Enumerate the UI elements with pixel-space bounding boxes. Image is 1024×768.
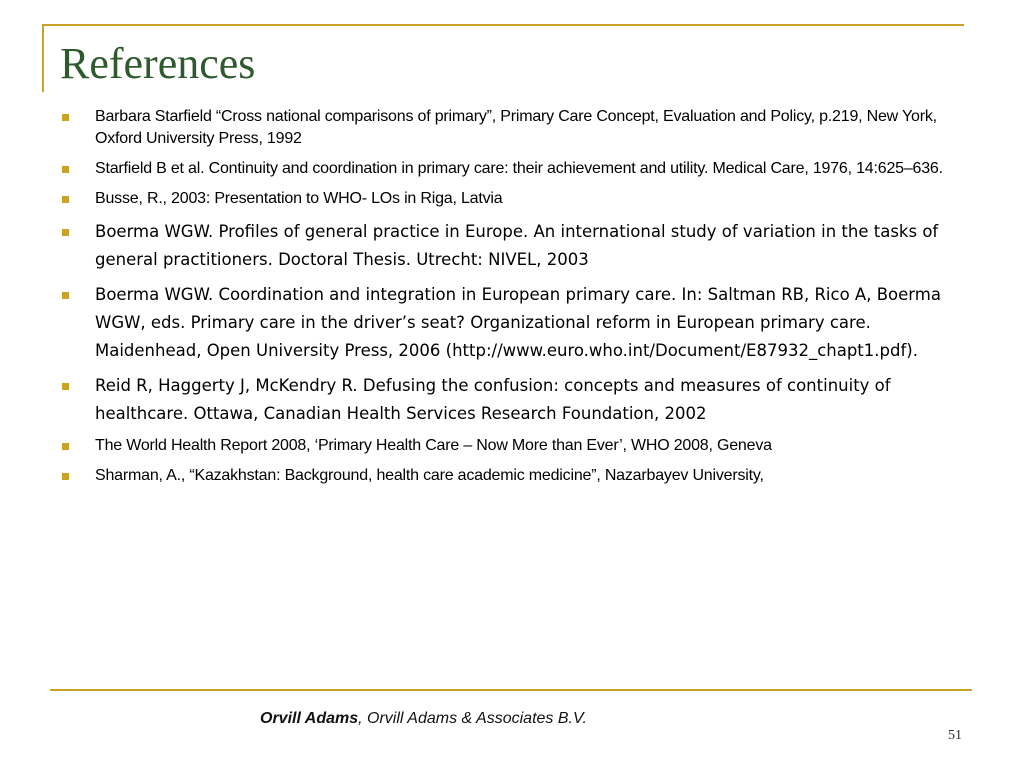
footer-author: Orvill Adams xyxy=(260,710,359,727)
reference-item: Boerma WGW. Profiles of general practice in Europe. An international study of variation in the tasks of general practitioners. Doctoral Thesis. Utrecht: NIVEL, 2003 xyxy=(58,218,968,274)
reference-item: Starfield B et al. Continuity and coordination in primary care: their achievement and utility. Medical Care, 1976, 14:625–636. xyxy=(58,158,968,180)
reference-item: Busse, R., 2003: Presentation to WHO- LOs in Riga, Latvia xyxy=(58,188,968,210)
reference-item: The World Health Report 2008, ‘Primary Health Care – Now More than Ever’, WHO 2008, Geneva xyxy=(58,435,968,457)
page-title: References xyxy=(60,39,256,88)
reference-item: Barbara Starfield “Cross national comparisons of primary”, Primary Care Concept, Evaluation and Policy, p.219, New York, Oxford University Press, 1992 xyxy=(58,106,968,150)
footer-divider xyxy=(50,689,972,691)
footer-credit xyxy=(260,710,587,728)
page-number: 51 xyxy=(948,728,962,743)
footer-company: , Orvill Adams & Associates B.V. xyxy=(358,710,587,727)
reference-item: Sharman, A., “Kazakhstan: Background, health care academic medicine”, Nazarbayev University, xyxy=(58,465,968,487)
reference-item: Boerma WGW. Coordination and integration in European primary care. In: Saltman RB, Rico A, Boerma WGW, eds. Primary care in the driver’s seat? Organizational reform in European primary care. Maidenhead, Open University Press, 2006 (http://www.euro.who.int/Document/E87932_chapt1.pdf). xyxy=(58,281,968,365)
reference-list xyxy=(58,106,968,495)
left-border-line xyxy=(42,24,44,92)
top-border-line xyxy=(42,24,964,26)
reference-item: Reid R, Haggerty J, McKendry R. Defusing the confusion: concepts and measures of continuity of healthcare. Ottawa, Canadian Health Services Research Foundation, 2002 xyxy=(58,372,968,428)
